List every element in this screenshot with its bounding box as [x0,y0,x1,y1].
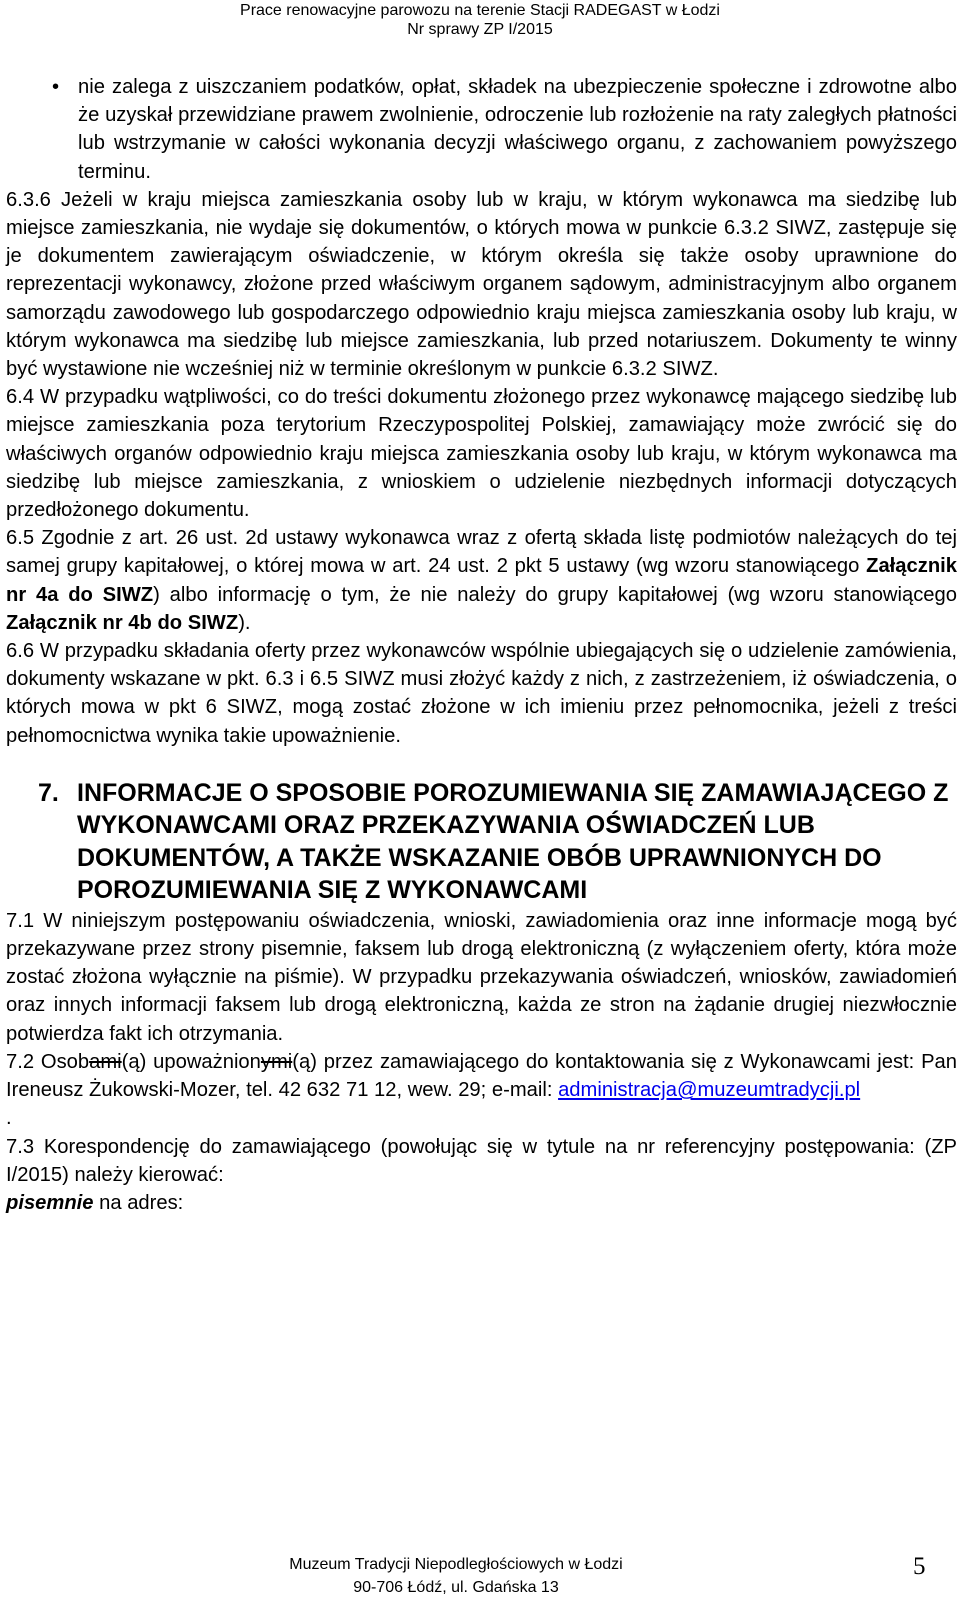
paragraph-6-5 [6,524,957,637]
paragraph-6-5-text-2: ) albo informację o tym, że nie należy do grupy kapitałowej (wg wzoru stanowiącego [153,583,957,606]
paragraph-7-2-text-3: (ą) przez zamawiającego do kontaktowania się z Wykonawcami jest: Pan Ireneusz Żukowski-Mozer, tel. 42 632 71 12, wew. 29; e-mail: [6,1050,957,1102]
bullet-text: nie zalega z uiszczaniem podatków, opłat, składek na ubezpieczenie społeczne i zdrowotne albo że uzyskał przewidziane prawem zwolnienie, odroczenie lub rozłożenie na raty zaległych płatności lub wstrzymanie w całości wykonania decyzji właściwego organu, z zachowaniem powyższego terminu. [78,76,957,183]
paragraph-6-5-text-1: 6.5 Zgodnie z art. 26 ust. 2d ustawy wykonawca wraz z ofertą składa listę podmiotów należących do tej samej grupy kapitałowej, o której mowa w art. 24 ust. 2 pkt 5 ustawy (wg wzoru stanowiącego [6,527,957,578]
paragraph-7-3: 7.3 Korespondencję do zamawiającego (powołując się w tytule na nr referencyjny postępowania: (ZP I/2015) należy kierować: [6,1135,957,1186]
attachment-4a-reference: Załącznik nr 4a do SIWZ [6,555,957,606]
paragraph-6-3-6: 6.3.6 Jeżeli w kraju miejsca zamieszkania osoby lub w kraju, w którym wykonawca ma siedzibę lub miejsce zamieszkania, nie wydaje się dokumentów, o których mowa w punkcie 6.3.2 SIWZ, zastępuje się je dokumentem zawierającym oświadczenie, w którym określa się także osoby uprawnione do reprezentacji wykonawcy, złożone przed właściwym organem sądowym, administracyjnym albo organem samorządu zawodowego lub gospodarczego odpowiednio kraju miejsca zamieszkania osoby lub kraju, w którym wykonawca ma siedzibę lub miejsce zamieszkania, lub przed notariuszem. Dokumenty te winny być wystawione nie wcześniej niż w terminie określonym w punkcie 6.3.2 SIWZ. [6,188,957,381]
page-number: 5 [913,1553,926,1580]
document-body [6,73,957,1217]
pisemnie-label: pisemnie [6,1191,94,1214]
footer-institution: Muzeum Tradycji Niepodległościowych w Łodzi [289,1556,623,1573]
struck-text-2: ymi [260,1050,293,1073]
paragraph-7-2-text-2: (ą) upoważnion [121,1050,261,1073]
bullet-item [6,73,957,186]
section-7-title: INFORMACJE O SPOSOBIE POROZUMIEWANIA SIĘ ZAMAWIAJĄCEGO Z WYKONAWCAMI ORAZ PRZEKAZYWANIA OŚWIADCZEŃ LUB DOKUMENTÓW, A TAKŻE WSKAZANIE OBÓB UPRAWNIONYCH DO POROZUMIEWANIA SIĘ Z WYKONAWCAMI [77,778,949,905]
paragraph-6-6: 6.6 W przypadku składania oferty przez wykonawców wspólnie ubiegających się o udzielenie zamówienia, dokumenty wskazane w pkt. 6.3 i 6.5 SIWZ musi złożyć każdy z nich, z zastrzeżeniem, iż oświadczenia, o których mowa w pkt 6 SIWZ, mogą zostać złożone w ich imieniu przez pełnomocnika, jeżeli z treści pełnomocnictwa wynika takie upoważnienie. [6,640,957,747]
running-header-case-number: Nr sprawy ZP I/2015 [407,21,553,38]
paragraph-7-3-address-intro [6,1189,957,1217]
footer-address: 90-706 Łódź, ul. Gdańska 13 [353,1579,559,1596]
paragraph-7-2-text-1: 7.2 Osob [6,1050,90,1073]
dot-line: . [6,1107,12,1130]
address-intro-text: na adres: [93,1191,184,1214]
paragraph-6-5-text-3: ). [238,611,251,634]
paragraph-6-4: 6.4 W przypadku wątpliwości, co do treści dokumentu złożonego przez wykonawcę mającego siedzibę lub miejsce zamieszkania poza terytorium Rzeczypospolitej Polskiej, zamawiający może zwrócić się do właściwych organów odpowiednio kraju miejsca zamieszkania osoby lub kraju, w którym wykonawca ma siedzibę lub miejsce zamieszkania, z wnioskiem o udzielenie niezbędnych informacji dotyczących przedłożonego dokumentu. [6,386,957,522]
running-header-title: Prace renowacyjne parowozu na terenie Stacji RADEGAST w Łodzi [240,2,720,19]
bullet-icon: • [52,76,60,98]
section-7-number: 7. [38,778,59,807]
attachment-4b-reference: Załącznik nr 4b do SIWZ [6,611,239,634]
section-7-heading [6,777,957,907]
email-link[interactable]: administracja@muzeumtradycji.pl [558,1079,861,1102]
struck-text-1: ami [89,1050,122,1073]
paragraph-7-2 [6,1048,957,1104]
paragraph-7-1: 7.1 W niniejszym postępowaniu oświadczenia, wnioski, zawiadomienia oraz inne informacje mogą być przekazywane przez strony pisemnie, faksem lub drogą elektroniczną (z wyłączeniem oferty, która może zostać złożona wyłącznie na piśmie). W przypadku przekazywania oświadczeń, wniosków, zawiadomień oraz innych informacji faksem lub drogą elektroniczną, każda ze stron na żądanie drugiej niezwłocznie potwierdza fakt ich otrzymania. [6,909,957,1045]
